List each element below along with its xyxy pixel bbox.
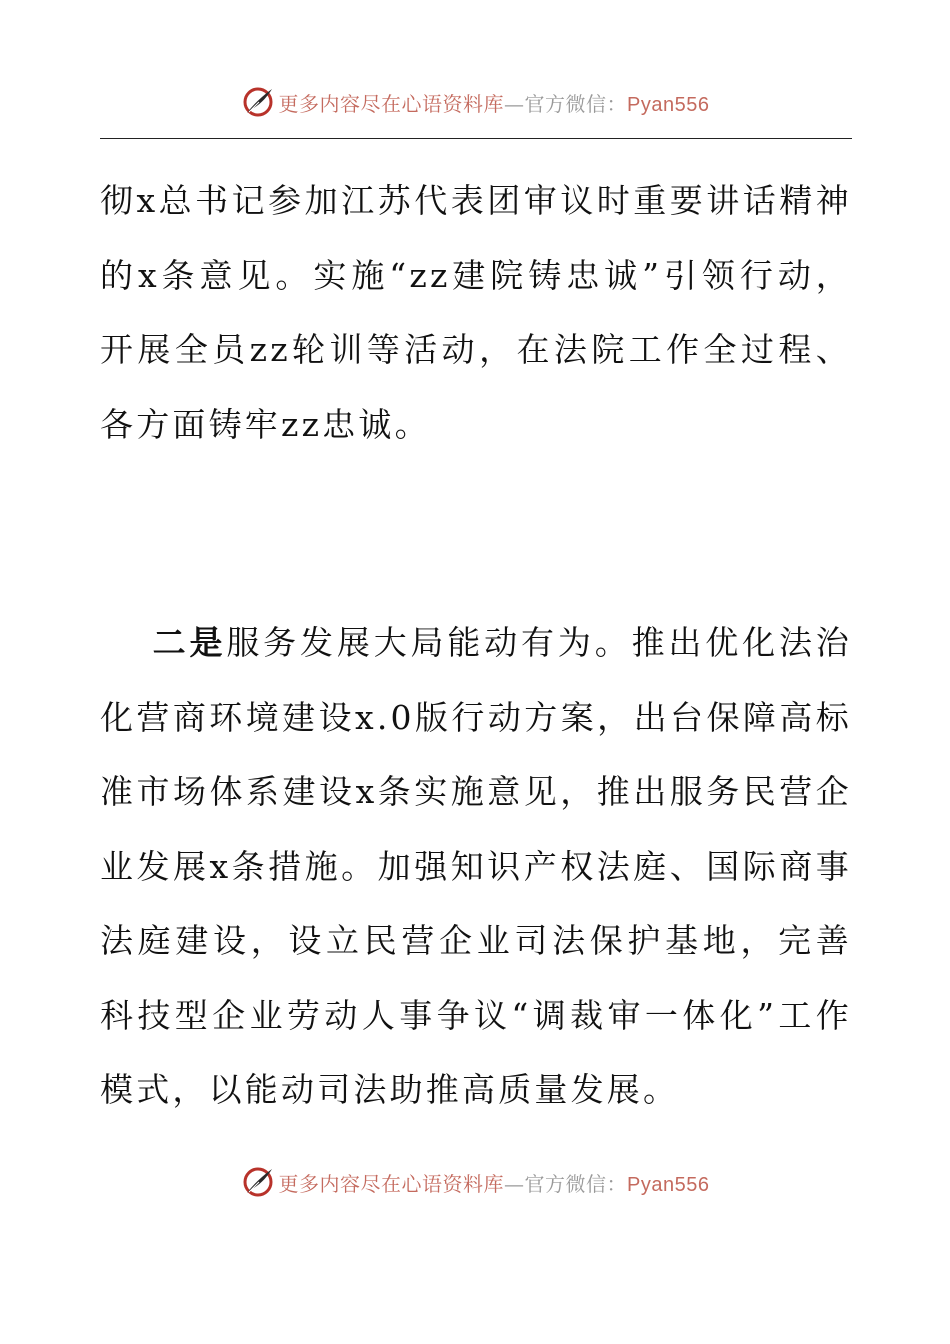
watermark-site-text: 更多内容尽在心语资料库: [278, 1171, 505, 1196]
watermark-wechat-label: 官方微信：: [524, 91, 628, 116]
watermark-wechat-label: 官方微信：: [524, 1171, 628, 1196]
header-watermark: [0, 82, 950, 122]
paragraph-2-text: 服务发展大局能动有为。推出优化法治化营商环境建设x.0版行动方案，出台保障高标准市场体系建设x条实施意见，推出服务民营企业发展x条措施。加强知识产权法庭、国际商事法庭建设，设立民营企业司法保护基地，完善科技型企业劳动人事争议“调裁审一体化”工作模式，以能动司法助推高质量发展。: [100, 623, 852, 1109]
watermark-dash: —: [504, 91, 525, 116]
watermark-account: Pyan556: [627, 93, 710, 116]
body-paragraph-1: 彻x总书记参加江苏代表团审议时重要讲话精神的x条意见。实施“zz建院铸忠诚”引领行动，开展全员zz轮训等活动，在法院工作全过程、各方面铸牢zz忠诚。: [100, 181, 852, 444]
quill-circle-icon: [241, 85, 275, 119]
quill-circle-icon: [241, 1165, 275, 1199]
watermark-site-text: 更多内容尽在心语资料库: [278, 91, 505, 116]
watermark-dash: —: [504, 1171, 525, 1196]
paragraph-lead-bold: 二是: [152, 623, 227, 662]
watermark-account: Pyan556: [627, 1173, 710, 1196]
header-divider: [100, 138, 852, 139]
body-paragraph-2: [100, 606, 852, 1128]
watermark-text: [279, 88, 710, 117]
footer-watermark: [0, 1162, 950, 1202]
watermark-text: [279, 1168, 710, 1197]
